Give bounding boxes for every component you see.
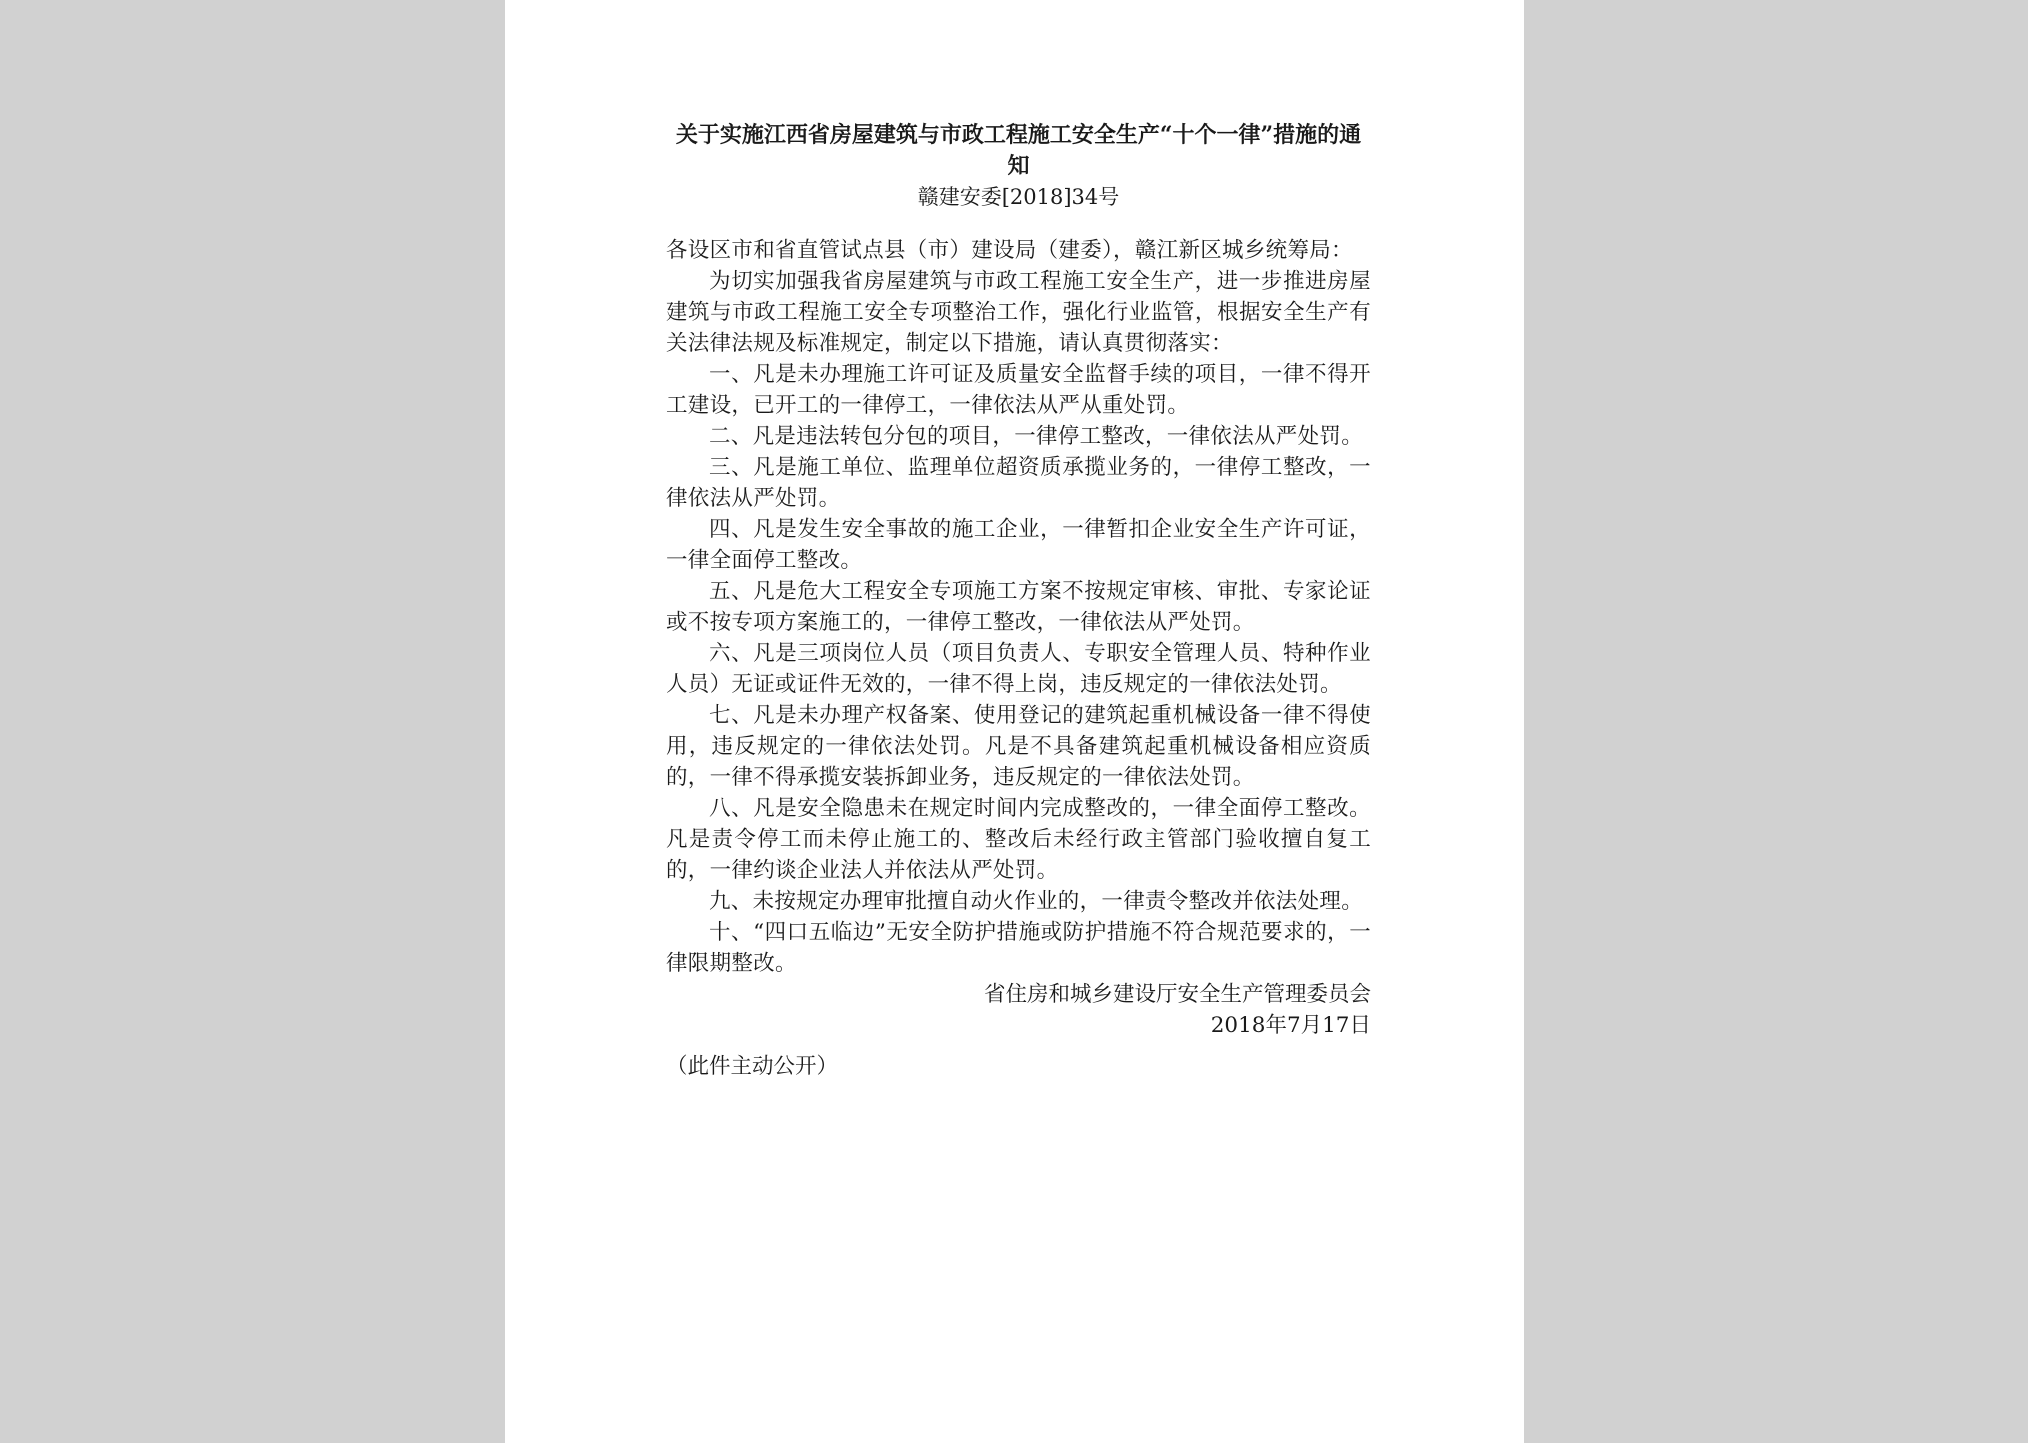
- measure-item-1: 一、凡是未办理施工许可证及质量安全监督手续的项目，一律不得开工建设，已开工的一律停工，一律依法从严从重处罚。: [666, 362, 1371, 418]
- document-number: 赣建安委[2018]34号: [917, 185, 1120, 209]
- measure-item-2: 二、凡是违法转包分包的项目，一律停工整改，一律依法从严处罚。: [709, 424, 1364, 449]
- issuer-name: 省住房和城乡建设厅安全生产管理委员会: [983, 982, 1371, 1007]
- document-body: [666, 235, 1371, 979]
- intro-paragraph: 为切实加强我省房屋建筑与市政工程施工安全生产，进一步推进房屋建筑与市政工程施工安全专项整治工作，强化行业监管，根据安全生产有关法律法规及标准规定，制定以下措施，请认真贯彻落实：: [666, 269, 1371, 356]
- disclosure-note: （此件主动公开）: [666, 1054, 839, 1079]
- measure-item-3: 三、凡是施工单位、监理单位超资质承揽业务的，一律停工整改，一律依法从严处罚。: [666, 455, 1371, 511]
- measure-item-7: 七、凡是未办理产权备案、使用登记的建筑起重机械设备一律不得使用，违反规定的一律依法处罚。凡是不具备建筑起重机械设备相应资质的，一律不得承揽安装拆卸业务，违反规定的一律依法处罚。: [666, 703, 1371, 790]
- measure-item-8: 八、凡是安全隐患未在规定时间内完成整改的，一律全面停工整改。 凡是责令停工而未停止施工的、整改后未经行政主管部门验收擅自复工的，一律约谈企业法人并依法从严处罚。: [666, 796, 1371, 883]
- measure-item-6: 六、凡是三项岗位人员（项目负责人、专职安全管理人员、特种作业人员）无证或证件无效的，一律不得上岗，违反规定的一律依法处罚。: [666, 641, 1371, 697]
- document-content: [666, 120, 1371, 1082]
- document-title: 关于实施江西省房屋建筑与市政工程施工安全生产“十个一律”措施的通知: [675, 122, 1362, 179]
- measure-item-4: 四、凡是发生安全事故的施工企业，一律暂扣企业安全生产许可证，一律全面停工整改。: [666, 517, 1371, 573]
- document-page: [505, 0, 1524, 1443]
- measure-item-5: 五、凡是危大工程安全专项施工方案不按规定审核、审批、专家论证或不按专项方案施工的，一律停工整改，一律依法从严处罚。: [666, 579, 1371, 635]
- addressee: 各设区市和省直管试点县（市）建设局（建委），赣江新区城乡统筹局：: [666, 238, 1353, 263]
- issue-date: 2018年7月17日: [1210, 1013, 1371, 1038]
- measure-item-10: 十、“四口五临边”无安全防护措施或防护措施不符合规范要求的，一律限期整改。: [666, 920, 1371, 976]
- measure-item-9: 九、未按规定办理审批擅自动火作业的，一律责令整改并依法处理。: [709, 889, 1364, 914]
